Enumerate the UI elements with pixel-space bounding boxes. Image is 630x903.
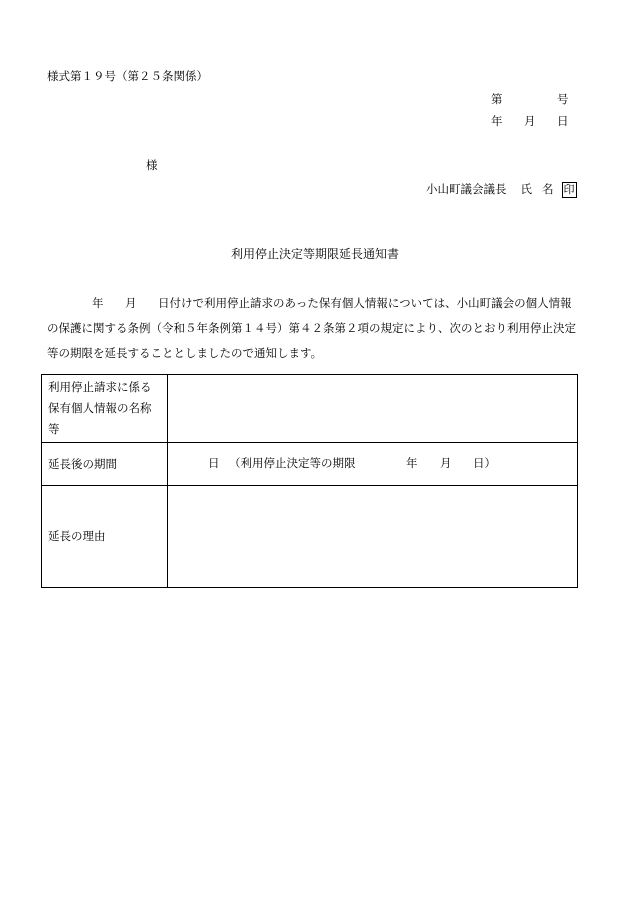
sender-title: 小山町議会議長 — [426, 182, 507, 197]
sender-surname-label: 氏 — [520, 182, 532, 197]
form-number: 様式第１９号（第２５条関係） — [47, 69, 208, 83]
table-row — [42, 443, 578, 486]
sender-block — [426, 182, 577, 198]
number-prefix: 第 — [491, 92, 503, 106]
period-day-label: 日 — [208, 456, 220, 470]
body-line-1 — [47, 291, 583, 316]
label-line: 利用停止請求に係る — [48, 380, 152, 394]
body-year-label: 年 — [92, 296, 104, 310]
period-month-label: 月 — [440, 456, 452, 470]
body-line-2: の保護に関する条例（令和５年条例第１４号）第４２条第２項の規定により、次のとおり利用停止決定 — [47, 321, 576, 335]
info-name-field[interactable] — [168, 375, 578, 443]
body-line-1-text: 日付けで利用停止請求のあった保有個人情報については、小山町議会の個人情報 — [158, 296, 572, 310]
issue-date-line — [491, 116, 571, 130]
label-line: 等 — [48, 422, 60, 436]
table-row — [42, 375, 578, 443]
label-line: 保有個人情報の名称 — [48, 401, 152, 415]
sender-name-label: 名 — [542, 182, 554, 197]
document-number-line — [491, 94, 571, 108]
reason-field[interactable] — [168, 486, 578, 588]
row-label-info-name — [42, 375, 168, 443]
body-line-3: 等の期限を延長することとしましたので通知します。 — [47, 346, 323, 360]
period-year-label: 年 — [406, 456, 418, 470]
notice-body — [47, 291, 583, 366]
document-title: 利用停止決定等期限延長通知書 — [230, 247, 399, 261]
seal-mark: 印 — [563, 183, 575, 196]
addressee-suffix: 様 — [146, 158, 158, 172]
body-month-label: 月 — [125, 296, 137, 310]
period-deadline-label: （利用停止決定等の期限 — [229, 456, 356, 470]
row-label-reason: 延長の理由 — [42, 486, 168, 588]
date-month-label: 月 — [524, 114, 536, 128]
period-day-close-label: 日） — [473, 456, 496, 470]
extended-period-field[interactable] — [168, 443, 578, 486]
date-day-label: 日 — [557, 114, 569, 128]
number-suffix: 号 — [557, 92, 569, 106]
date-year-label: 年 — [491, 114, 503, 128]
notice-details-table — [41, 374, 578, 588]
row-label-extended-period: 延長後の期間 — [42, 443, 168, 486]
period-line — [168, 443, 577, 485]
table-row — [42, 486, 578, 588]
